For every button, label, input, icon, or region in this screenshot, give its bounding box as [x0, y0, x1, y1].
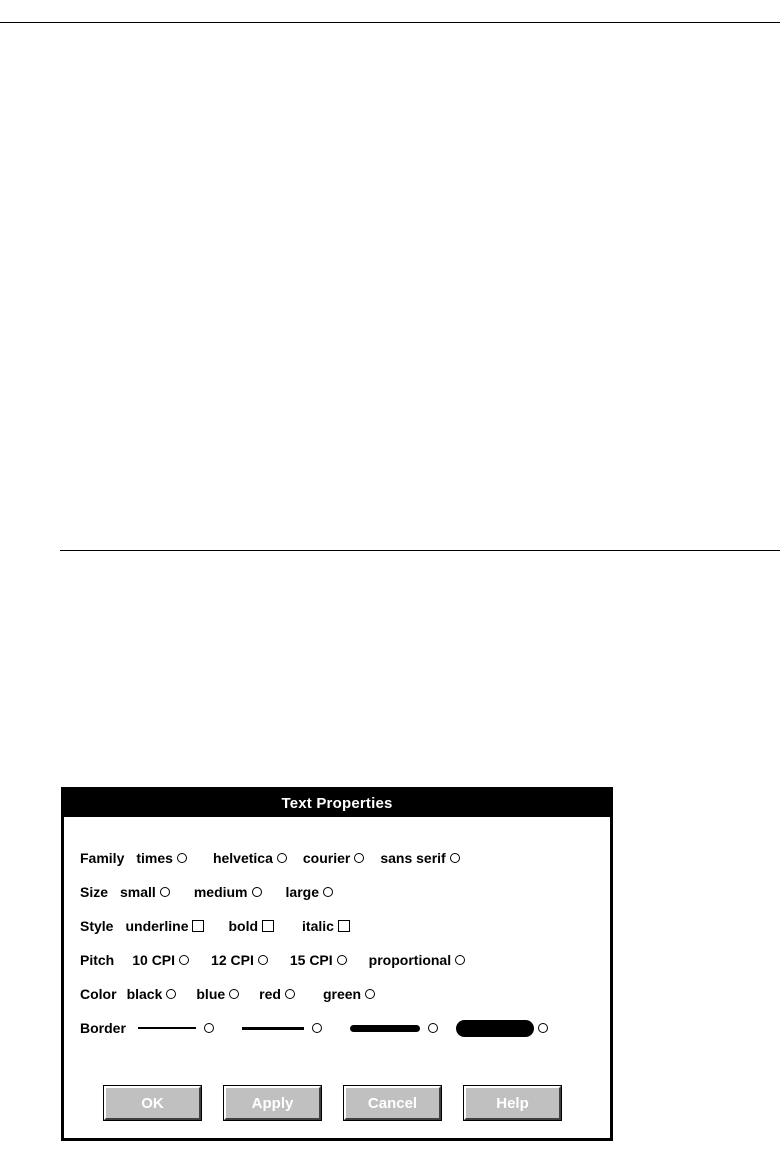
- pitch-option-12cpi[interactable]: 12 CPI: [211, 952, 268, 968]
- radio-button[interactable]: [450, 853, 460, 863]
- radio-button[interactable]: [323, 887, 333, 897]
- color-option-red[interactable]: red: [259, 986, 295, 1002]
- dialog-titlebar[interactable]: [64, 790, 610, 817]
- family-option-sans-serif[interactable]: sans serif: [380, 850, 459, 866]
- thick-line-icon: [350, 1025, 420, 1032]
- color-option-black[interactable]: black: [127, 986, 177, 1002]
- cancel-button[interactable]: Cancel: [344, 1086, 441, 1120]
- radio-button[interactable]: [204, 1023, 214, 1033]
- pitch-label: Pitch: [80, 952, 115, 968]
- radio-button[interactable]: [177, 853, 187, 863]
- size-option-medium[interactable]: medium: [194, 884, 262, 900]
- pitch-option-proportional[interactable]: proportional: [369, 952, 465, 968]
- dialog-buttons: [104, 1086, 561, 1120]
- checkbox[interactable]: [192, 920, 204, 932]
- color-option-green[interactable]: green: [323, 986, 375, 1002]
- middle-divider: [60, 550, 780, 551]
- text-properties-dialog: [61, 787, 613, 1141]
- radio-button[interactable]: [285, 989, 295, 999]
- pitch-row: [80, 949, 481, 971]
- border-option-extra-thick[interactable]: [456, 1020, 548, 1037]
- checkbox[interactable]: [262, 920, 274, 932]
- family-option-times[interactable]: times: [136, 850, 187, 866]
- style-row: [80, 915, 366, 937]
- radio-button[interactable]: [428, 1023, 438, 1033]
- dialog-title: Text Properties: [281, 795, 393, 812]
- radio-button[interactable]: [258, 955, 268, 965]
- family-label: Family: [80, 850, 125, 866]
- radio-button[interactable]: [354, 853, 364, 863]
- radio-button[interactable]: [166, 989, 176, 999]
- radio-button[interactable]: [312, 1023, 322, 1033]
- radio-button[interactable]: [179, 955, 189, 965]
- border-option-thick[interactable]: [350, 1023, 438, 1033]
- checkbox[interactable]: [338, 920, 350, 932]
- extra-thick-line-icon: [456, 1020, 534, 1037]
- size-option-large[interactable]: large: [286, 884, 333, 900]
- apply-button[interactable]: Apply: [224, 1086, 321, 1120]
- color-option-blue[interactable]: blue: [196, 986, 239, 1002]
- radio-button[interactable]: [337, 955, 347, 965]
- radio-button[interactable]: [252, 887, 262, 897]
- color-label: Color: [80, 986, 117, 1002]
- size-option-small[interactable]: small: [120, 884, 170, 900]
- radio-button[interactable]: [229, 989, 239, 999]
- border-option-medium[interactable]: [242, 1023, 322, 1033]
- radio-button[interactable]: [455, 955, 465, 965]
- help-button[interactable]: Help: [464, 1086, 561, 1120]
- size-label: Size: [80, 884, 109, 900]
- style-option-bold[interactable]: bold: [228, 918, 274, 934]
- radio-button[interactable]: [277, 853, 287, 863]
- radio-button[interactable]: [538, 1023, 548, 1033]
- border-row: [80, 1017, 564, 1039]
- radio-button[interactable]: [160, 887, 170, 897]
- border-option-thin[interactable]: [138, 1023, 214, 1033]
- ok-button[interactable]: OK: [104, 1086, 201, 1120]
- family-row: [80, 847, 476, 869]
- family-option-courier[interactable]: courier: [303, 850, 364, 866]
- radio-button[interactable]: [365, 989, 375, 999]
- pitch-option-15cpi[interactable]: 15 CPI: [290, 952, 347, 968]
- family-option-helvetica[interactable]: helvetica: [213, 850, 287, 866]
- pitch-option-10cpi[interactable]: 10 CPI: [132, 952, 189, 968]
- color-row: [80, 983, 391, 1005]
- thin-line-icon: [138, 1027, 196, 1029]
- medium-line-icon: [242, 1027, 304, 1030]
- size-row: [80, 881, 349, 903]
- top-divider: [0, 22, 780, 23]
- style-option-italic[interactable]: italic: [302, 918, 350, 934]
- style-option-underline[interactable]: underline: [125, 918, 204, 934]
- style-label: Style: [80, 918, 114, 934]
- border-label: Border: [80, 1020, 126, 1036]
